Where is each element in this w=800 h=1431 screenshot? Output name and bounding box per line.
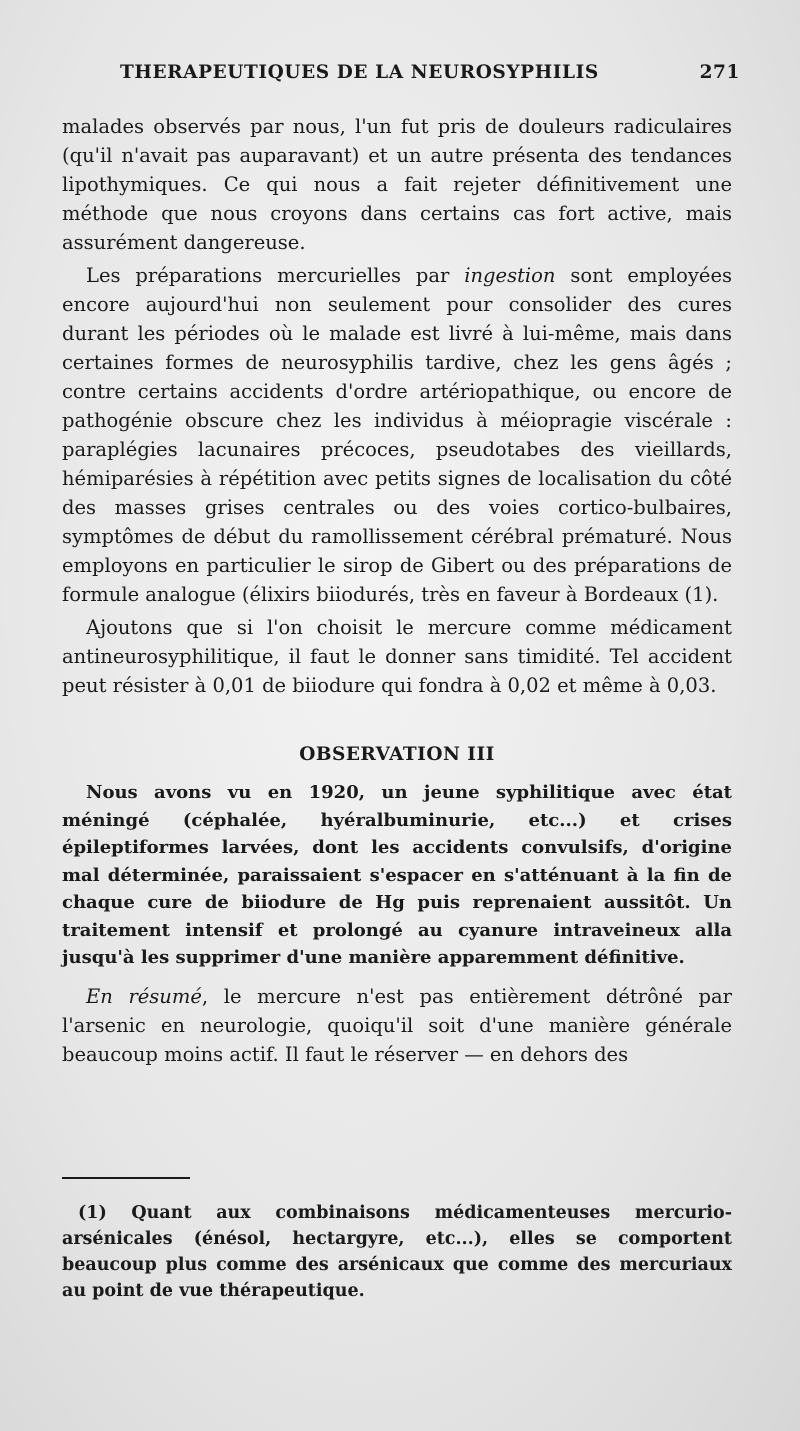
observation-body: Nous avons vu en 1920, un jeune syphilitique avec état méningé (céphalée, hyéralbuminurie, etc...) et crises épileptiformes larvées, dont les accidents convulsifs, d'origine mal déterminée, paraissaient s'espacer en s'atténuant à la fin de chaque cure de biiodure de Hg puis reprenaient aussitôt. Un traitement intensif et prolongé au cyanure intraveineux alla jusqu'à les supprimer d'une manière apparemment définitive. [62, 782, 732, 968]
emphasis-resume: En résumé [86, 984, 202, 1008]
footnote-divider [62, 1177, 190, 1179]
observation-title: OBSERVATION III [299, 744, 495, 765]
footnote [62, 1200, 732, 1304]
paragraph-ingestion [62, 261, 732, 609]
footnote-mark: (1) [78, 1203, 107, 1223]
paragraph-ingestion-end: sont employées encore aujourd'hui non seulement pour consolider des cures durant les périodes où le malade est livré à lui-même, mais dans certaines formes de neurosyphilis tardive, chez les gens âgés ; contre certains accidents d'ordre artériopathique, ou encore de pathogénie obscure chez les individus à méiopragie viscérale : paraplégies lacunaires précoces, pseudotabes des vieillards, hémiparésies à répétition avec petits signes de localisation du côté des masses grises centrales ou des voies cortico-bulbaires, symptômes de début du ramollissement cérébral prématuré. Nous employons en particulier le sirop de Gibert ou des préparations de formule analogue (élixirs biiodurés, très en faveur à Bordeaux (1). [62, 264, 733, 606]
main-text [62, 112, 732, 1069]
footnote-text: Quant aux combinaisons médicamenteuses mercurio-arsénicales (énésol, hectargyre, etc...), elles se comportent beaucoup plus comme des arsénicaux que comme des mercuriaux au point de vue thérapeutique. [62, 1203, 732, 1301]
paragraph-ingestion-start: Les préparations mercurielles par [86, 264, 465, 287]
paragraph-dosage: Ajoutons que si l'on choisit le mercure comme médicament antineurosyphilitique, il faut le donner sans timidité. Tel accident peut résister à 0,01 de biiodure qui fondra à 0,02 et même à 0,03. [62, 616, 732, 697]
paragraph-continued: malades observés par nous, l'un fut pris de douleurs radiculaires (qu'il n'avait pas auparavant) et un autre présenta des tendances lipothymiques. Ce qui nous a fait rejeter définitivement une méthode que nous croyons dans certains cas fort active, mais assurément dangereuse. [62, 115, 732, 254]
paragraph-resume-text: , le mercure n'est pas entièrement détrôné par l'arsenic en neurologie, quoiqu'il soit d'une manière générale beaucoup moins actif. Il faut le réserver — en dehors des [62, 984, 732, 1066]
paragraph-resume [62, 982, 732, 1069]
running-header [120, 62, 740, 83]
running-title: THERAPEUTIQUES DE LA NEUROSYPHILIS [120, 62, 599, 83]
page-number: 271 [699, 62, 740, 83]
emphasis-ingestion: ingestion [464, 264, 556, 287]
